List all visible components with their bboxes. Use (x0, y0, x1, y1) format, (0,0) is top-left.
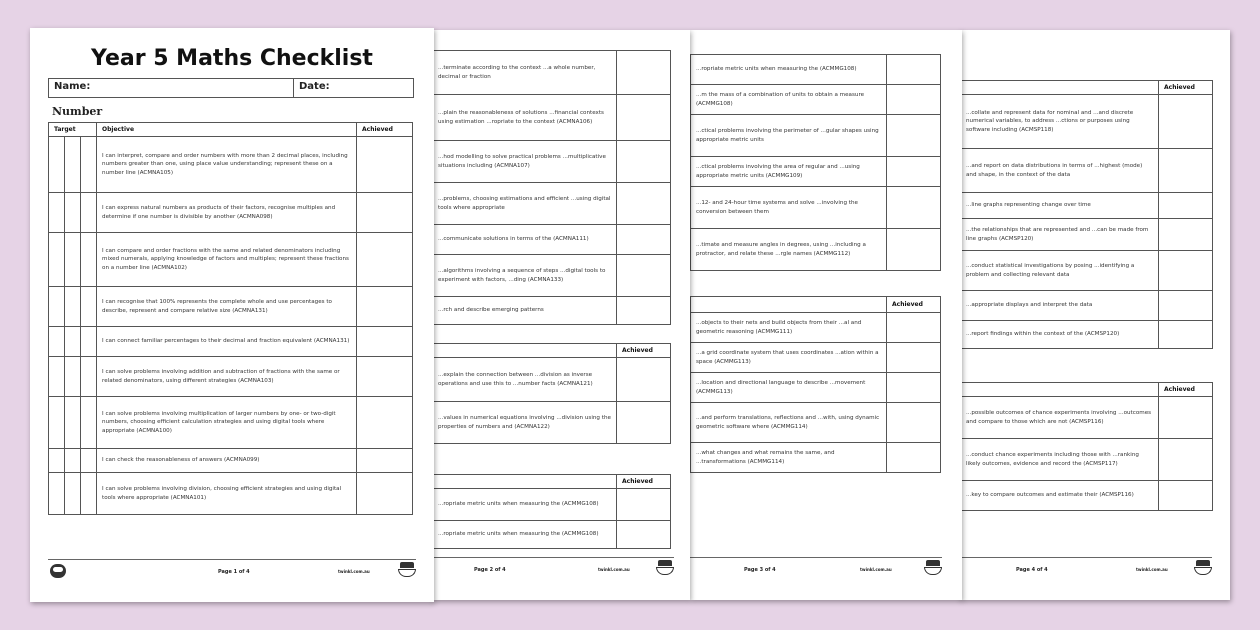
objective-cell: ...objects to their nets and build objects from their ...al and geometric reasoning (ACMMG111) (691, 313, 887, 343)
achieved-cell[interactable] (357, 473, 413, 515)
page-footer (432, 557, 674, 580)
objective-cell: ...explain the connection between ...division as inverse operations and use this to ...number facts (ACMNA121) (433, 358, 617, 402)
table-row (433, 358, 671, 402)
target-cell[interactable] (49, 473, 65, 515)
table-row (691, 343, 941, 373)
target-cell[interactable] (81, 357, 97, 397)
target-cell[interactable] (65, 193, 81, 233)
achieved-cell[interactable] (1159, 291, 1213, 321)
target-cell[interactable] (81, 233, 97, 287)
quality-badge-icon (1194, 560, 1212, 578)
checklist-table (690, 54, 941, 271)
quality-badge-icon (398, 562, 416, 580)
objective-cell: ...line graphs representing change over time (961, 193, 1159, 219)
objective-cell: ...m the mass of a combination of units to obtain a measure (ACMMG108) (691, 85, 887, 115)
page-title: Year 5 Maths Checklist (91, 46, 373, 71)
achieved-cell[interactable] (357, 449, 413, 473)
objective-cell: ...collate and represent data for nominal and ...and discrete numerical variables, to address ...ctions or purposes using software including (ACMSP118) (961, 95, 1159, 149)
achieved-cell[interactable] (887, 229, 941, 271)
target-cell[interactable] (49, 233, 65, 287)
table-row (433, 402, 671, 444)
checklist-table (432, 474, 671, 549)
date-field[interactable]: Date: (299, 81, 330, 92)
objective-cell: ...what changes and what remains the same, and ...transformations (ACMMG114) (691, 443, 887, 473)
achieved-cell[interactable] (617, 95, 671, 141)
target-cell[interactable] (65, 357, 81, 397)
achieved-cell[interactable] (617, 521, 671, 549)
objective-cell: ...a grid coordinate system that uses coordinates ...ation within a space (ACMMG113) (691, 343, 887, 373)
target-cell[interactable] (65, 449, 81, 473)
achieved-cell[interactable] (617, 402, 671, 444)
table-row (961, 397, 1213, 439)
achieved-cell[interactable] (617, 255, 671, 297)
table-row (691, 55, 941, 85)
achieved-cell[interactable] (357, 327, 413, 357)
copyright-text: twinkl.com.au (1136, 567, 1168, 572)
copyright-text: twinkl.com.au (338, 569, 370, 574)
objective-header (961, 383, 1159, 397)
objective-cell: ...ctical problems involving the perimeter of ...gular shapes using appropriate metric units (691, 115, 887, 157)
section-heading: Number (52, 105, 103, 118)
table-row (49, 287, 413, 327)
page-footer (48, 559, 416, 582)
target-cell[interactable] (81, 327, 97, 357)
objective-cell: ...communicate solutions in terms of the (ACMNA111) (433, 225, 617, 255)
checklist-table (48, 122, 413, 515)
achieved-cell[interactable] (887, 313, 941, 343)
table-row (433, 297, 671, 325)
achieved-cell[interactable] (887, 55, 941, 85)
objective-header (961, 81, 1159, 95)
objective-header (433, 475, 617, 489)
target-header: Target (49, 123, 97, 137)
page-number: Page 4 of 4 (1016, 567, 1048, 573)
target-cell[interactable] (49, 397, 65, 449)
table-row (961, 321, 1213, 349)
table-row (49, 233, 413, 287)
achieved-cell[interactable] (1159, 219, 1213, 251)
objective-cell: I can connect familiar percentages to their decimal and fraction equivalent (ACMNA131) (97, 327, 357, 357)
table-row (691, 373, 941, 403)
objective-cell: ...algorithms involving a sequence of steps ...digital tools to experiment with factors, ...ding (ACMNA133) (433, 255, 617, 297)
objective-cell: ...report findings within the context of the (ACMSP120) (961, 321, 1159, 349)
objective-cell: ...plain the reasonableness of solutions ...financial contexts using estimation ...ropriate to the context (ACMNA106) (433, 95, 617, 141)
objective-cell: ...12- and 24-hour time systems and solve ...involving the conversion between them (691, 187, 887, 229)
table-row (433, 183, 671, 225)
achieved-cell[interactable] (357, 287, 413, 327)
copyright-text: twinkl.com.au (860, 567, 892, 572)
objective-cell: ...ropriate metric units when measuring the (ACMMG108) (433, 521, 617, 549)
target-cell[interactable] (49, 137, 65, 193)
table-row (691, 313, 941, 343)
checklist-table (432, 343, 671, 444)
objective-cell: ...and perform translations, reflections and ...with, using dynamic geometric software where (ACMMG114) (691, 403, 887, 443)
achieved-cell[interactable] (887, 157, 941, 187)
achieved-cell[interactable] (1159, 95, 1213, 149)
objective-header (433, 344, 617, 358)
table-row (691, 85, 941, 115)
checklist-table (432, 50, 671, 325)
table-row (961, 439, 1213, 481)
objective-cell: ...and report on data distributions in terms of ...highest (mode) and shape, in the context of the data (961, 149, 1159, 193)
achieved-cell[interactable] (617, 225, 671, 255)
page-number: Page 1 of 4 (218, 569, 250, 575)
table-row (691, 157, 941, 187)
table-row (961, 95, 1213, 149)
table-row (49, 193, 413, 233)
objective-cell: ...possible outcomes of chance experiments involving ...outcomes and compare to those which are not (ACMSP116) (961, 397, 1159, 439)
achieved-cell[interactable] (357, 137, 413, 193)
table-row (691, 115, 941, 157)
target-cell[interactable] (81, 473, 97, 515)
objective-header: Objective (97, 123, 357, 137)
checklist-table (960, 80, 1213, 349)
achieved-cell[interactable] (887, 115, 941, 157)
table-row (961, 481, 1213, 511)
objective-cell: ...conduct statistical investigations by posing ...identifying a problem and collecting relevant data (961, 251, 1159, 291)
objective-cell: ...problems, choosing estimations and efficient ...using digital tools where appropriate (433, 183, 617, 225)
table-row (691, 229, 941, 271)
target-cell[interactable] (81, 449, 97, 473)
achieved-cell[interactable] (617, 141, 671, 183)
achieved-cell[interactable] (357, 357, 413, 397)
objective-cell: I can solve problems involving division, choosing efficient strategies and using digital tools where appropriate (ACMNA101) (97, 473, 357, 515)
objective-cell: ...conduct chance experiments including those with ...ranking likely outcomes, evidence and record the (ACMSP117) (961, 439, 1159, 481)
achieved-header: Achieved (617, 475, 671, 489)
objective-cell: I can check the reasonableness of answers (ACMNA099) (97, 449, 357, 473)
objective-cell: ...hod modelling to solve practical problems ...multiplicative situations including (ACMNA107) (433, 141, 617, 183)
achieved-cell[interactable] (1159, 481, 1213, 511)
achieved-cell[interactable] (357, 193, 413, 233)
achieved-header: Achieved (617, 344, 671, 358)
target-cell[interactable] (81, 137, 97, 193)
table-row (433, 51, 671, 95)
achieved-cell[interactable] (1159, 193, 1213, 219)
table-row (49, 473, 413, 515)
quality-badge-icon (656, 560, 674, 578)
target-cell[interactable] (81, 193, 97, 233)
checklist-page-3 (690, 30, 962, 600)
target-cell[interactable] (49, 357, 65, 397)
achieved-cell[interactable] (617, 358, 671, 402)
objective-cell: ...the relationships that are represented and ...can be made from line graphs (ACMSP120) (961, 219, 1159, 251)
achieved-cell[interactable] (887, 343, 941, 373)
page-footer (960, 557, 1212, 580)
objective-cell: I can interpret, compare and order numbers with more than 2 decimal places, including numbers greater than one, using place value understanding; represent these on a number line (ACMNA105) (97, 137, 357, 193)
quality-badge-icon (924, 560, 942, 578)
target-cell[interactable] (65, 397, 81, 449)
table-row (961, 219, 1213, 251)
achieved-header: Achieved (357, 123, 413, 137)
target-cell[interactable] (49, 287, 65, 327)
target-cell[interactable] (49, 449, 65, 473)
objective-cell: ...terminate according to the context ...a whole number, decimal or fraction (433, 51, 617, 95)
objective-cell: ...ctical problems involving the area of regular and ...using appropriate metric units (ACMMG109) (691, 157, 887, 187)
table-row (961, 149, 1213, 193)
objective-cell: ...values in numerical equations involving ...division using the properties of numbers and (ACMNA122) (433, 402, 617, 444)
objective-cell: ...key to compare outcomes and estimate their (ACMSP116) (961, 481, 1159, 511)
achieved-header: Achieved (1159, 81, 1213, 95)
achieved-header: Achieved (1159, 383, 1213, 397)
table-row (433, 95, 671, 141)
page-number: Page 2 of 4 (474, 567, 506, 573)
table-row (49, 449, 413, 473)
table-row (433, 225, 671, 255)
checklist-table (960, 382, 1213, 511)
achieved-cell[interactable] (1159, 149, 1213, 193)
target-cell[interactable] (65, 287, 81, 327)
achieved-header: Achieved (887, 297, 941, 313)
target-cell[interactable] (65, 473, 81, 515)
objective-cell: I can express natural numbers as products of their factors, recognise multiples and determine if one number is divisible by another (ACMNA098) (97, 193, 357, 233)
table-row (433, 255, 671, 297)
achieved-cell[interactable] (1159, 251, 1213, 291)
page-number: Page 3 of 4 (744, 567, 776, 573)
objective-cell: I can solve problems involving addition and subtraction of fractions with the same or related denominators, using different strategies (ACMNA103) (97, 357, 357, 397)
achieved-cell[interactable] (617, 489, 671, 521)
achieved-cell[interactable] (1159, 439, 1213, 481)
objective-cell: ...location and directional language to describe ...movement (ACMMG113) (691, 373, 887, 403)
achieved-cell[interactable] (1159, 397, 1213, 439)
objective-cell: I can solve problems involving multiplication of larger numbers by one- or two-digit numbers, choosing efficient calculation strategies and using digital tools where appropriate (ACMNA100) (97, 397, 357, 449)
table-row (433, 141, 671, 183)
table-row (49, 327, 413, 357)
table-row (433, 489, 671, 521)
objective-cell: I can compare and order fractions with the same and related denominators including mixed numerals, applying knowledge of factors and multiples; represent these fractions on a number line (ACMNA102) (97, 233, 357, 287)
table-row (691, 443, 941, 473)
objective-cell: ...appropriate displays and interpret the data (961, 291, 1159, 321)
achieved-cell[interactable] (357, 233, 413, 287)
checklist-table (690, 296, 941, 473)
objective-cell: ...rch and describe emerging patterns (433, 297, 617, 325)
checklist-page-4 (960, 30, 1230, 600)
name-field[interactable]: Name: (49, 79, 294, 97)
target-cell[interactable] (65, 233, 81, 287)
table-row (49, 397, 413, 449)
achieved-cell[interactable] (887, 187, 941, 229)
achieved-cell[interactable] (887, 403, 941, 443)
target-cell[interactable] (65, 327, 81, 357)
table-row (433, 521, 671, 549)
achieved-cell[interactable] (617, 51, 671, 95)
name-date-box (48, 78, 414, 98)
target-cell[interactable] (49, 327, 65, 357)
table-row (49, 137, 413, 193)
objective-cell: ...timate and measure angles in degrees, using ...including a protractor, and relate these ...rgle names (ACMMG112) (691, 229, 887, 271)
target-cell[interactable] (81, 287, 97, 327)
achieved-cell[interactable] (887, 373, 941, 403)
table-row (961, 291, 1213, 321)
objective-cell: ...ropriate metric units when measuring the (ACMMG108) (433, 489, 617, 521)
objective-cell: I can recognise that 100% represents the complete whole and use percentages to describe, represent and compare relative size (ACMNA131) (97, 287, 357, 327)
objective-header (691, 297, 887, 313)
table-row (691, 403, 941, 443)
achieved-cell[interactable] (887, 85, 941, 115)
achieved-cell[interactable] (1159, 321, 1213, 349)
target-cell[interactable] (81, 397, 97, 449)
target-cell[interactable] (65, 137, 81, 193)
checklist-page-2 (432, 30, 690, 600)
achieved-cell[interactable] (617, 297, 671, 325)
objective-cell: ...ropriate metric units when measuring the (ACMMG108) (691, 55, 887, 85)
copyright-text: twinkl.com.au (598, 567, 630, 572)
achieved-cell[interactable] (887, 443, 941, 473)
table-row (691, 187, 941, 229)
table-row (961, 251, 1213, 291)
twinkl-logo-icon (50, 564, 66, 578)
table-row (961, 193, 1213, 219)
achieved-cell[interactable] (617, 183, 671, 225)
table-row (49, 357, 413, 397)
target-cell[interactable] (49, 193, 65, 233)
achieved-cell[interactable] (357, 397, 413, 449)
page-footer (690, 557, 942, 580)
checklist-page-1 (30, 28, 434, 602)
